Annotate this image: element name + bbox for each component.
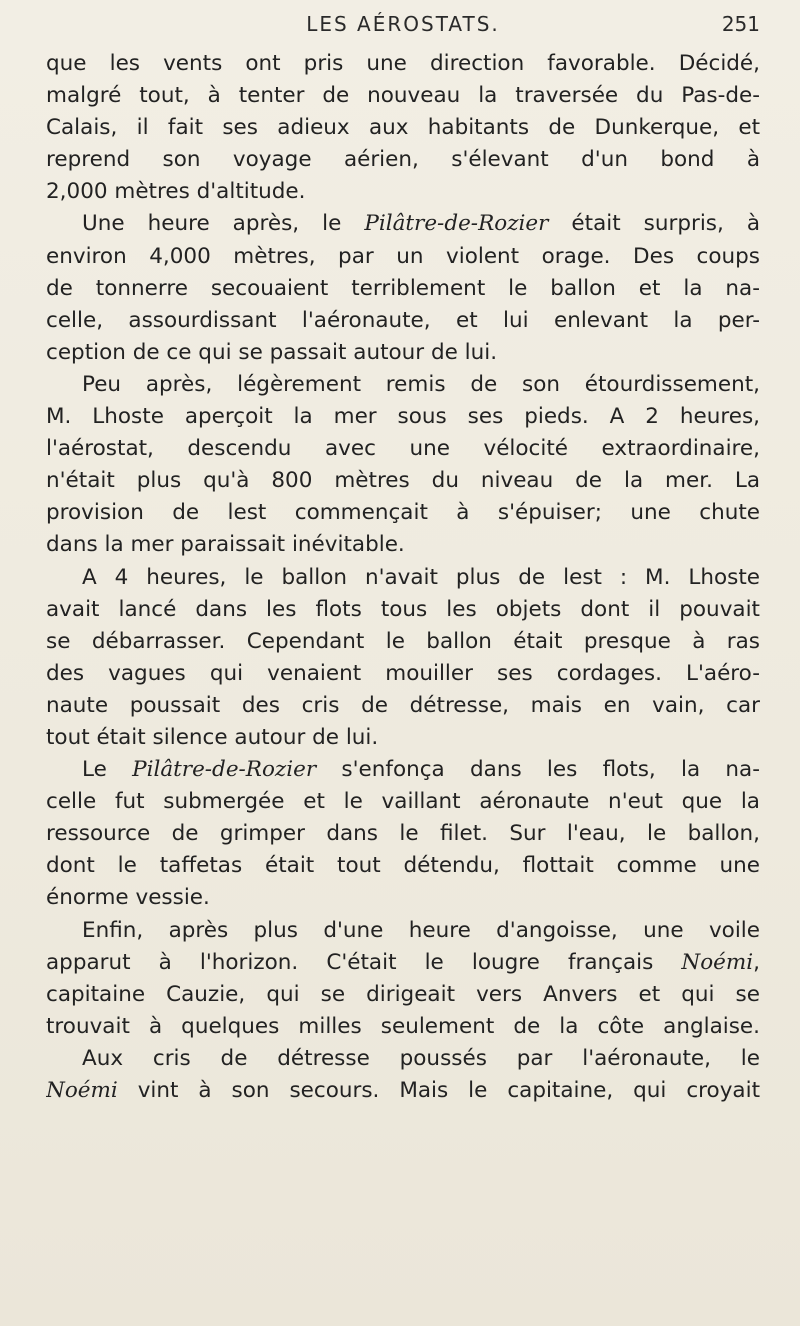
- text-line: [46, 882, 760, 914]
- text-segment: trouvait à quelques milles seulement de la côte anglaise.: [46, 1013, 760, 1039]
- text-line: [46, 915, 760, 947]
- text-line: [46, 80, 760, 112]
- text-line: [46, 401, 760, 433]
- text-line: [46, 690, 760, 722]
- text-line: [46, 979, 760, 1011]
- text-line: [46, 722, 760, 754]
- text-segment: ,: [753, 949, 760, 975]
- text-line: [46, 337, 760, 369]
- text-segment: Calais, il fait ses adieux aux habitants de Dunkerque, et: [46, 115, 760, 141]
- italic-text: Noémi: [46, 1078, 118, 1103]
- text-segment: ception de ce qui se passait autour de lui.: [46, 339, 498, 365]
- text-line: [46, 1075, 760, 1107]
- text-segment: s'enfonça dans les flots, la na-: [316, 757, 760, 783]
- text-line: [46, 208, 760, 240]
- body-text: [46, 48, 760, 1107]
- text-segment: était surpris, à: [548, 211, 760, 237]
- text-segment: de tonnerre secouaient terriblement le ballon et la na-: [46, 275, 760, 301]
- text-segment: celle fut submergée et le vaillant aéronaute n'eut que la: [46, 789, 760, 815]
- text-segment: Enfin, après plus d'une heure d'angoisse, une voile: [82, 917, 760, 943]
- text-line: [46, 433, 760, 465]
- text-segment: provision de lest commençait à s'épuiser; une chute: [46, 500, 760, 526]
- text-line: [46, 818, 760, 850]
- text-line: [46, 497, 760, 529]
- text-line: [46, 754, 760, 786]
- text-segment: des vagues qui venaient mouiller ses cordages. L'aéro-: [46, 660, 760, 686]
- text-segment: naute poussait des cris de détresse, mais en vain, car: [46, 692, 760, 718]
- running-title: LES AÉROSTATS.: [306, 12, 500, 36]
- text-segment: M. Lhoste aperçoit la mer sous ses pieds. A 2 heures,: [46, 404, 760, 430]
- text-line: [46, 850, 760, 882]
- italic-text: Noémi: [681, 949, 754, 975]
- page-header: [46, 12, 760, 42]
- page-number: 251: [721, 12, 760, 36]
- text-segment: 2,000 mètres d'altitude.: [46, 179, 306, 205]
- text-line: [46, 112, 760, 144]
- text-segment: Une heure après, le: [82, 211, 365, 237]
- text-line: [46, 48, 760, 80]
- text-line: [46, 241, 760, 273]
- text-line: [46, 626, 760, 658]
- text-segment: dont le taffetas était tout détendu, flottait comme une: [46, 853, 760, 879]
- text-segment: malgré tout, à tenter de nouveau la traversée du Pas-de-: [46, 83, 760, 109]
- text-segment: A 4 heures, le ballon n'avait plus de lest : M. Lhoste: [82, 564, 760, 590]
- text-segment: tout était silence autour de lui.: [46, 724, 379, 750]
- text-line: [46, 465, 760, 497]
- text-line: [46, 273, 760, 305]
- text-line: [46, 594, 760, 626]
- text-segment: ressource de grimper dans le filet. Sur l'eau, le ballon,: [46, 821, 760, 847]
- text-line: [46, 786, 760, 818]
- text-line: [46, 1011, 760, 1043]
- text-segment: que les vents ont pris une direction favorable. Décidé,: [46, 51, 760, 76]
- text-segment: Le: [82, 757, 133, 783]
- text-line: [46, 369, 760, 401]
- text-segment: environ 4,000 mètres, par un violent orage. Des coups: [46, 243, 760, 269]
- text-line: [46, 305, 760, 337]
- text-segment: dans la mer paraissait inévitable.: [46, 532, 405, 558]
- text-segment: celle, assourdissant l'aéronaute, et lui enlevant la per-: [46, 307, 760, 333]
- text-segment: apparut à l'horizon. C'était le lougre français: [46, 949, 682, 975]
- text-line: [46, 176, 760, 208]
- text-segment: reprend son voyage aérien, s'élevant d'un bond à: [46, 147, 760, 173]
- text-segment: vint à son secours. Mais le capitaine, qui croyait: [117, 1078, 760, 1103]
- text-segment: n'était plus qu'à 800 mètres du niveau de la mer. La: [46, 468, 760, 494]
- text-segment: Aux cris de détresse poussés par l'aéronaute, le: [82, 1045, 760, 1071]
- text-line: [46, 947, 760, 979]
- text-line: [46, 562, 760, 594]
- italic-text: Pilâtre-de-Rozier: [132, 757, 317, 783]
- text-line: [46, 1043, 760, 1075]
- text-segment: se débarrasser. Cependant le ballon était presque à ras: [46, 628, 760, 654]
- text-segment: capitaine Cauzie, qui se dirigeait vers Anvers et qui se: [46, 981, 760, 1007]
- text-line: [46, 144, 760, 176]
- text-segment: avait lancé dans les flots tous les objets dont il pouvait: [46, 596, 760, 622]
- text-segment: Peu après, légèrement remis de son étourdissement,: [82, 371, 760, 397]
- text-line: [46, 529, 760, 561]
- text-segment: énorme vessie.: [46, 885, 210, 911]
- text-line: [46, 658, 760, 690]
- text-segment: l'aérostat, descendu avec une vélocité extraordinaire,: [46, 436, 760, 462]
- italic-text: Pilâtre-de-Rozier: [364, 211, 549, 237]
